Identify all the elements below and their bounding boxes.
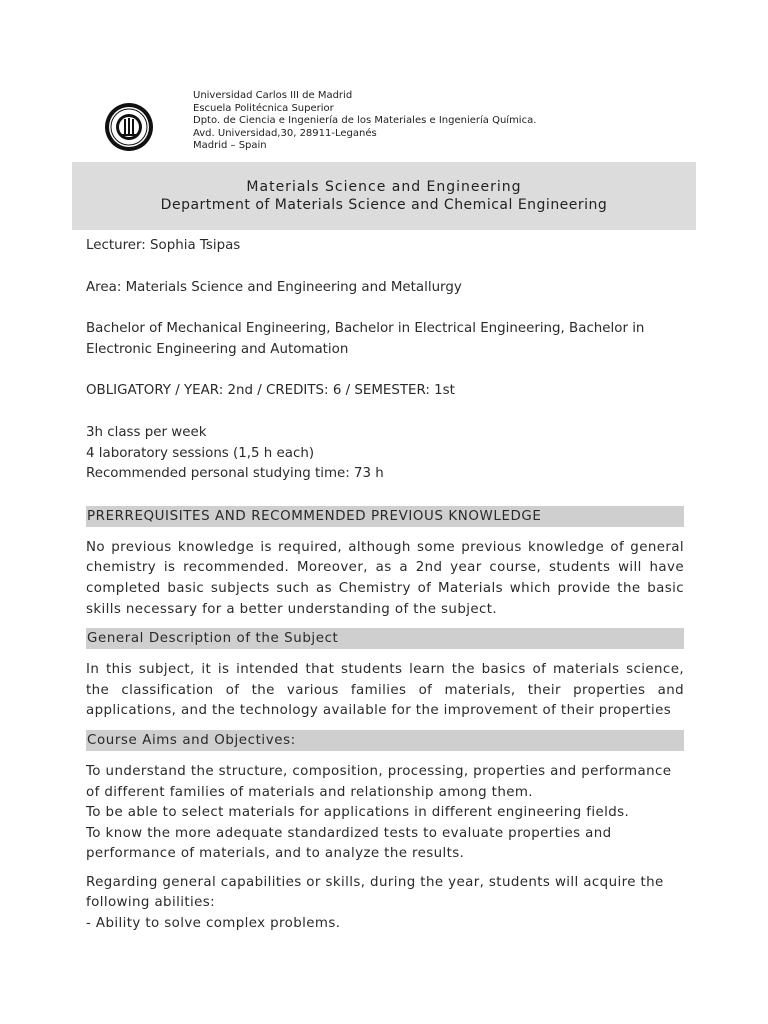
document-body: [86, 236, 684, 956]
department-title: Department of Materials Science and Chemical Engineering: [160, 197, 608, 213]
hours-line: 3h class per week: [86, 424, 207, 440]
section-heading-description: General Description of the Subject: [86, 628, 684, 649]
address-line: Escuela Politécnica Superior: [193, 102, 334, 114]
description-text: In this subject, it is intended that students learn the basics of materials science, the classification of the various families of materials, their properties and applications, and the technology available for the improvement of their properties: [86, 662, 684, 719]
aim-line: To understand the structure, composition, processing, properties and performance of different families of materials and relationship among them.: [86, 763, 672, 800]
hours-line: 4 laboratory sessions (1,5 h each): [86, 445, 315, 461]
aims-text: [86, 762, 684, 865]
prerequisites-text: No previous knowledge is required, although some previous knowledge of general chemistry is recommended. Moreover, as a 2nd year course, students will have completed basic subjects such as Chemistry of Materials which provide the basic skills necessary for a better understanding of the subject.: [86, 539, 684, 617]
section-heading-aims: Course Aims and Objectives:: [86, 730, 684, 751]
letterhead: [104, 88, 704, 158]
aim-line: To know the more adequate standardized tests to evaluate properties and performance of materials, and to analyze the results.: [86, 825, 612, 862]
address-line: Madrid – Spain: [193, 140, 267, 152]
area: Area: Materials Science and Engineering and Metallurgy: [86, 279, 462, 295]
course-type: OBLIGATORY / YEAR: 2nd / CREDITS: 6 / SEMESTER: 1st: [86, 383, 455, 399]
course-title: Materials Science and Engineering: [246, 179, 522, 195]
university-address: [193, 90, 536, 153]
address-line: Universidad Carlos III de Madrid: [193, 90, 353, 101]
capabilities-intro: Regarding general capabilities or skills, during the year, students will acquire the following abilities:: [86, 874, 664, 911]
document-title-banner: [72, 162, 696, 230]
address-line: Dpto. de Ciencia e Ingeniería de los Materiales e Ingeniería Química.: [193, 115, 537, 127]
degrees: Bachelor of Mechanical Engineering, Bachelor in Electrical Engineering, Bachelor in Electronic Engineering and Automation: [86, 321, 645, 357]
lecturer: Lecturer: Sophia Tsipas: [86, 238, 241, 253]
section-heading-prerequisites: PRERREQUISITES AND RECOMMENDED PREVIOUS KNOWLEDGE: [86, 506, 684, 527]
aim-line: To be able to select materials for applications in different engineering fields.: [86, 805, 630, 821]
hours-line: Recommended personal studying time: 73 h: [86, 466, 384, 482]
capabilities-text: [86, 873, 684, 935]
university-seal-icon: [104, 102, 154, 152]
capability-item: - Ability to solve complex problems.: [86, 916, 341, 932]
hours-block: [86, 423, 684, 485]
address-line: Avd. Universidad,30, 28911-Leganés: [193, 127, 377, 139]
